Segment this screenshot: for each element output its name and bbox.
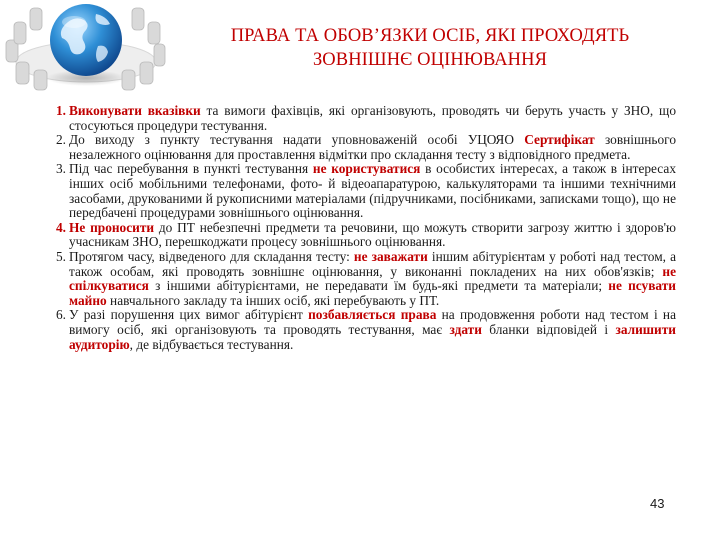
rule-highlight-text: не користуватися [312,161,421,177]
rule-highlight-text: не заважати [353,248,428,264]
rule-item [38,104,676,133]
rule-text: до ПТ небезпечні предмети та речовини, що можуть створити загрозу життю і здоров'ю учасникам ЗНО, перешкоджати процесу зовнішнього оцінювання. [69,219,676,250]
rule-item [38,250,676,308]
slide-title-line-1: ПРАВА ТА ОБОВ’ЯЗКИ ОСІБ, ЯКІ ПРОХОДЯТЬ [230,26,630,46]
rule-number: 1. [55,103,66,118]
rule-text: Під час перебування в пункті тестування [69,161,313,177]
rule-item [38,308,676,352]
rule-highlight-text: здати [449,321,482,337]
slide-title-line-2: ЗОВНІШНЄ ОЦІНЮВАННЯ [312,50,548,70]
rule-item [38,133,676,162]
rule-text: в особистих інтересах, а також в інтересах інших осіб мобільними телефонами, фото- й відеоапаратурою, калькуляторами та іншими технічними засобами, друкованими й рукописними матеріалами (підручниками, посібниками, записками тощо), що не передбачені процедурами зовнішнього оцінювання. [69,161,676,221]
rule-number: 6. [55,307,66,323]
rule-number: 4. [55,219,66,235]
rule-highlight-text: залишити аудиторію [69,321,676,352]
rule-text: та вимоги фахівців, які організовують, проводять чи беруть участь у ЗНО, що стосуються процедури тестування. [69,103,676,133]
rule-highlight-text: не псувати майно [69,278,676,308]
rule-text: У разі порушення цих вимог абітурієнт [69,307,309,323]
rules-list [38,104,676,352]
page-number: 43 [650,496,665,511]
rule-item [38,221,676,250]
rule-text: , де відбувається тестування. [129,336,294,352]
rule-highlight-text: Не проносити [69,219,155,235]
slide-title [150,24,710,72]
rule-text: навчального закладу та інших осіб, які перебувають у ПТ. [106,292,440,308]
globe-conference-logo-icon [0,0,168,92]
rule-highlight-text: не спілкуватися [69,263,676,294]
rule-highlight-text: Сертифікат [524,132,595,148]
rule-text: іншим абітурієнтам у роботі над тестом, а також особам, які проводять зовнішнє оцінювання, у виконанні покладених на них обов'язків; [69,248,676,279]
rule-text: Протягом часу, відведеного для складання тесту: [69,248,354,264]
rule-highlight-text: позбавляється права [308,307,437,323]
rule-text: До виходу з пункту тестування надати уповноваженій особі УЦОЯО [69,132,525,148]
rule-item [38,162,676,220]
rule-number: 5. [55,248,66,264]
rule-number: 2. [55,132,66,148]
rule-text: зовнішнього незалежного оцінювання для проставлення відмітки про складання тесту з відповідного предмета. [69,132,676,162]
rule-text: з іншими абітурієнтами, не передавати їм будь-які предмети та матеріали; [148,278,609,294]
rule-number: 3. [55,161,66,177]
rule-highlight-text: Виконувати вказівки [69,103,201,118]
rule-text: на продовження роботи над тестом і на вимогу осіб, які організовують та проводять тестування, має [69,307,676,337]
rule-text: бланки відповідей і [481,321,616,337]
